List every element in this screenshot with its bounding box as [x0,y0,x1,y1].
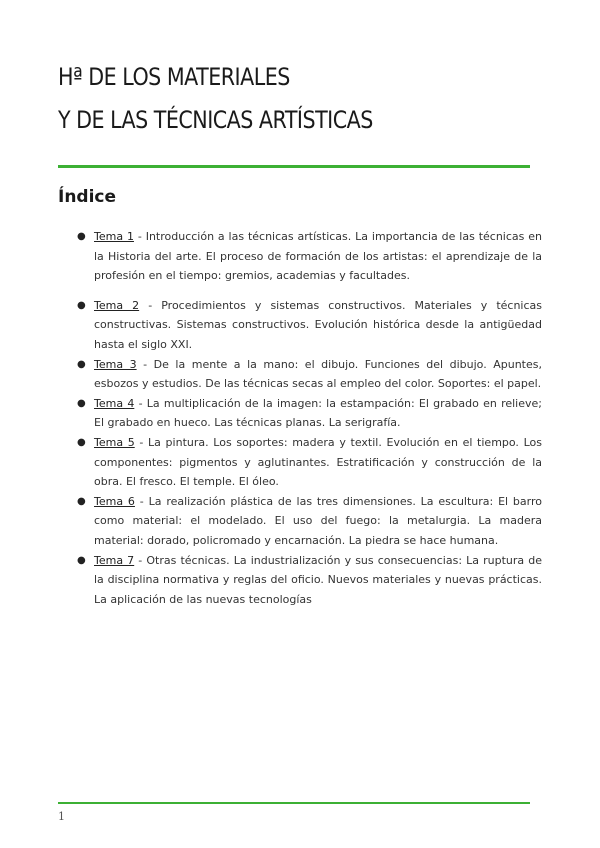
title-line-1: Hª DE LOS MATERIALES [58,63,290,91]
index-heading: Índice [58,187,117,207]
toc-item-text: - La realización plástica de las tres dimensiones. La escultura: El barro como material: el modelado. El uso del fuego: la metalurgia. La madera material: dorado, policromado y encarnación. La piedra se hace humana. [94,494,542,547]
toc-item-text: - Otras técnicas. La industrialización y sus consecuencias: La ruptura de la disciplina normativa y reglas del oficio. Nuevos materiales y nuevas prácticas. La aplicación de las nuevas tecnologías [94,553,542,606]
bullet-icon: ● [77,436,86,448]
toc-item-6 [77,492,542,551]
table-of-contents [77,227,542,609]
toc-item-2 [77,296,542,355]
page-number: 1 [58,810,65,823]
toc-item-1 [77,227,542,286]
toc-item-text: - De la mente a la mano: el dibujo. Funciones del dibujo. Apuntes, esbozos y estudios. De las técnicas secas al empleo del color. Soportes: el papel. [94,357,542,391]
toc-item-4 [77,394,542,433]
tema-1-link[interactable]: Tema 1 [94,230,134,243]
tema-6-link[interactable]: Tema 6 [94,494,135,508]
bottom-divider [58,802,530,804]
toc-item-7 [77,551,542,610]
top-divider [58,165,530,168]
bullet-icon: ● [77,495,86,507]
toc-item-text: - Procedimientos y sistemas constructivos. Materiales y técnicas constructivas. Sistemas constructivos. Evolución histórica desde la antigüedad hasta el siglo XXI. [94,298,542,351]
document-title [58,56,471,142]
toc-item-5 [77,433,542,492]
bullet-icon: ● [77,231,86,242]
tema-4-link[interactable]: Tema 4 [94,396,135,410]
tema-3-link[interactable]: Tema 3 [94,357,137,371]
title-line-2: Y DE LAS TÉCNICAS ARTÍSTICAS [58,106,373,134]
toc-item-text: - La multiplicación de la imagen: la estampación: El grabado en relieve; El grabado en hueco. Las técnicas planas. La serigrafía. [94,396,542,430]
toc-item-text: - La pintura. Los soportes: madera y textil. Evolución en el tiempo. Los componentes: pigmentos y aglutinantes. Estratificación y construcción de la obra. El fresco. El temple. El óleo. [94,435,542,489]
tema-2-link[interactable]: Tema 2 [94,298,140,312]
tema-7-link[interactable]: Tema 7 [94,553,135,567]
toc-item-text: - Introducción a las técnicas artísticas. La importancia de las técnicas en la Historia del arte. El proceso de formación de los artistas: el aprendizaje de la profesión en el tiempo: gremios, academias y facultades. [94,230,542,283]
bullet-icon: ● [77,358,86,370]
bullet-icon: ● [77,299,86,311]
bullet-icon: ● [77,397,86,409]
toc-item-3 [77,355,542,394]
tema-5-link[interactable]: Tema 5 [94,435,135,449]
bullet-icon: ● [77,554,86,566]
